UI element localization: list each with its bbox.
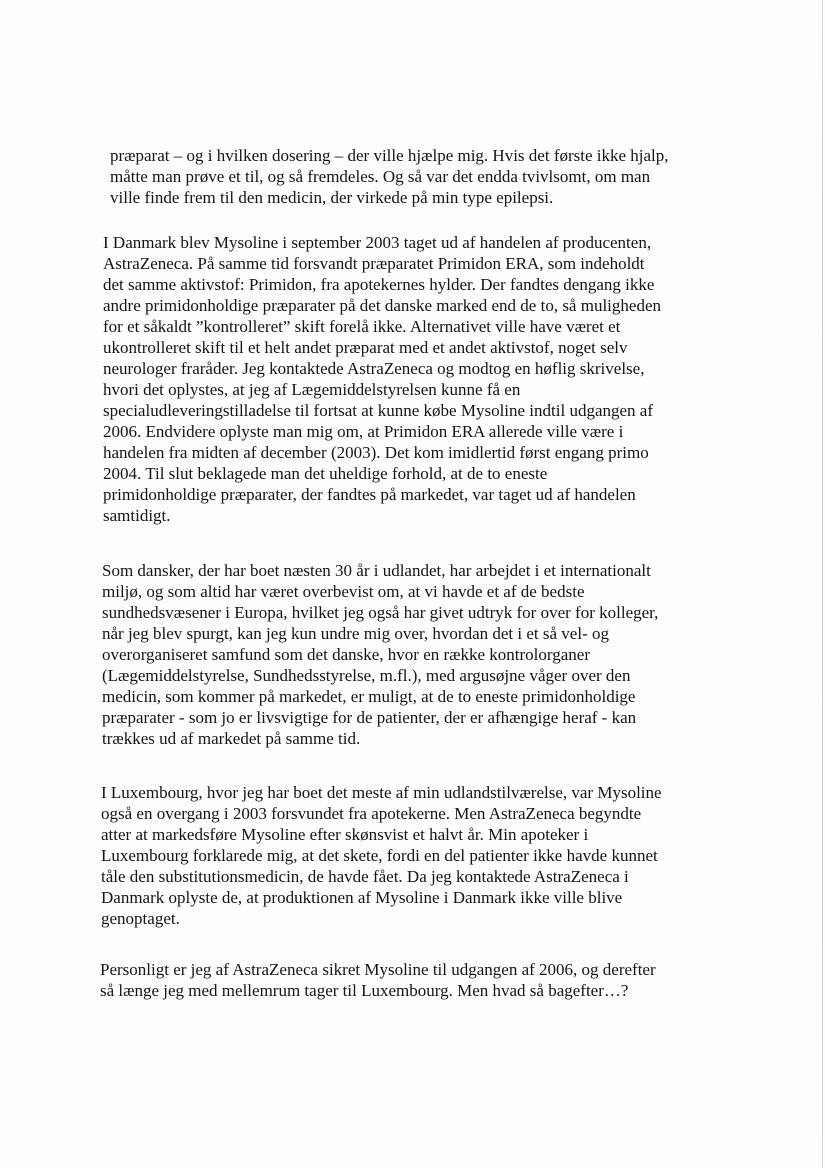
- paragraph-line: trækkes ud af markedet på samme tid.: [102, 729, 361, 748]
- paragraph-line: genoptaget.: [101, 909, 180, 928]
- paragraph-line: 2004. Til slut beklagede man det uheldige forhold, at de to eneste: [103, 464, 548, 483]
- paragraph-line: AstraZeneca. På samme tid forsvandt præparatet Primidon ERA, som indeholdt: [103, 254, 645, 273]
- paragraph-line: præparat – og i hvilken dosering – der ville hjælpe mig. Hvis det første ikke hjalp,: [110, 146, 669, 165]
- paragraph-line: det samme aktivstof: Primidon, fra apotekernes hylder. Der fandtes dengang ikke: [103, 275, 655, 294]
- paragraph-line: andre primidonholdige præparater på det danske marked end de to, så muligheden: [103, 296, 661, 315]
- paragraph-line: samtidigt.: [103, 506, 171, 525]
- paragraph-line: Danmark oplyste de, at produktionen af Mysoline i Danmark ikke ville blive: [101, 888, 623, 907]
- paragraph-5: [100, 959, 722, 1001]
- paragraph-2: [103, 232, 725, 526]
- paragraph-line: (Lægemiddelstyrelse, Sundhedsstyrelse, m.fl.), med argusøjne våger over den: [102, 666, 631, 685]
- paragraph-line: specialudleveringstilladelse til fortsat at kunne købe Mysoline indtil udgangen af: [103, 401, 654, 420]
- paragraph-line: neurologer fraråder. Jeg kontaktede AstraZeneca og modtog en høflig skrivelse,: [103, 359, 645, 378]
- paragraph-line: Som dansker, der har boet næsten 30 år i udlandet, har arbejdet i et internationalt: [102, 561, 651, 580]
- paragraph-line: miljø, og som altid har været overbevist om, at vi havde et af de bedste: [102, 582, 585, 601]
- paragraph-line: ville finde frem til den medicin, der virkede på min type epilepsi.: [110, 188, 554, 207]
- paragraph-line: hvori det oplystes, at jeg af Lægemiddelstyrelsen kunne få en: [103, 380, 521, 399]
- paragraph-line: overorganiseret samfund som det danske, hvor en række kontrolorganer: [102, 645, 590, 664]
- paragraph-line: når jeg blev spurgt, kan jeg kun undre mig over, hvordan det i et så vel- og: [102, 624, 609, 643]
- paragraph-1: [110, 145, 726, 208]
- scan-edge: [822, 0, 823, 1168]
- paragraph-line: måtte man prøve et til, og så fremdeles. Og så var det endda tvivlsomt, om man: [110, 167, 651, 186]
- paragraph-line: primidonholdige præparater, der fandtes på markedet, var taget ud af handelen: [103, 485, 636, 504]
- paragraph-line: også en overgang i 2003 forsvundet fra apotekerne. Men AstraZeneca begyndte: [101, 804, 642, 823]
- paragraph-line: for et såkaldt ”kontrolleret” skift forelå ikke. Alternativet ville have været et: [103, 317, 621, 336]
- paragraph-line: Luxembourg forklarede mig, at det skete, fordi en del patienter ikke havde kunnet: [101, 846, 658, 865]
- paragraph-line: ukontrolleret skift til et helt andet præparat med et andet aktivstof, noget selv: [103, 338, 628, 357]
- paragraph-line: sundhedsvæsener i Europa, hvilket jeg også har givet udtryk for over for kolleger,: [102, 603, 659, 622]
- paragraph-4: [101, 782, 723, 929]
- paragraph-line: I Luxembourg, hvor jeg har boet det meste af min udlandstilværelse, var Mysoline: [101, 783, 662, 802]
- paragraph-line: præparater - som jo er livsvigtige for de patienter, der er afhængige heraf - kan: [102, 708, 637, 727]
- paragraph-line: så længe jeg med mellemrum tager til Luxembourg. Men hvad så bagefter…?: [100, 981, 629, 1000]
- paragraph-3: [102, 560, 724, 749]
- paragraph-line: I Danmark blev Mysoline i september 2003 taget ud af handelen af producenten,: [103, 233, 652, 252]
- paragraph-line: medicin, som kommer på markedet, er muligt, at de to eneste primidonholdige: [102, 687, 636, 706]
- paragraph-line: Personligt er jeg af AstraZeneca sikret Mysoline til udgangen af 2006, og derefter: [100, 960, 656, 979]
- paragraph-line: atter at markedsføre Mysoline efter skønsvist et halvt år. Min apoteker i: [101, 825, 589, 844]
- paragraph-line: 2006. Endvidere oplyste man mig om, at Primidon ERA allerede ville være i: [103, 422, 624, 441]
- paragraph-line: tåle den substitutionsmedicin, de havde fået. Da jeg kontaktede AstraZeneca i: [101, 867, 629, 886]
- paragraph-line: handelen fra midten af december (2003). Det kom imidlertid først engang primo: [103, 443, 649, 462]
